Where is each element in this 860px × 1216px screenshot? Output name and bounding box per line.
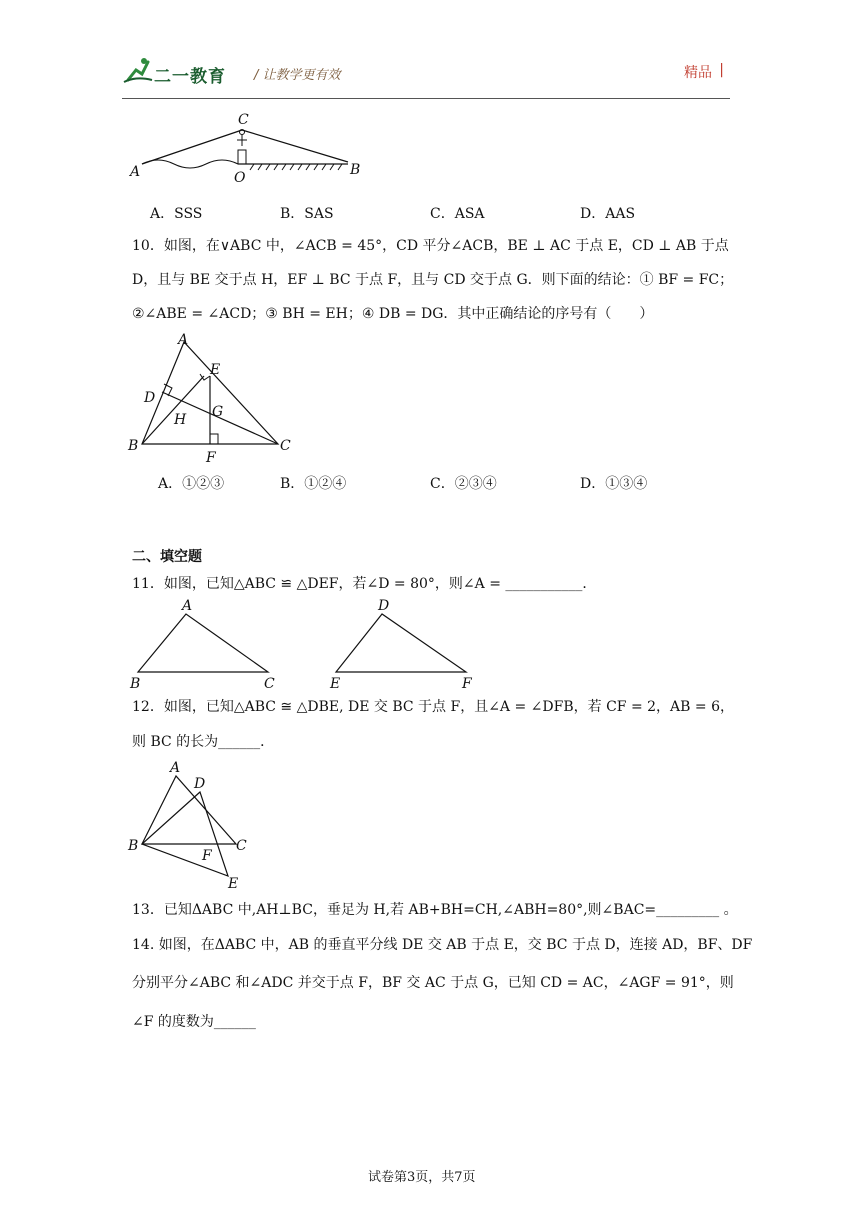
q9-label-o: O (234, 170, 246, 186)
q10-line3: ②∠ABE = ∠ACD；③ BH = EH；④ DB = DG．其中正确结论的序号有（ ） (132, 306, 654, 322)
q9-figure (128, 108, 368, 188)
q11-text: 11．如图，已知△ABC ≌ △DEF，若∠D = 80°，则∠A = ___________． (132, 576, 597, 592)
q9-option-c: C．ASA (430, 206, 485, 222)
q11-label-a: A (182, 598, 193, 614)
q10-label-b: B (128, 438, 139, 454)
q10-label-d: D (144, 390, 156, 406)
runner-logo-icon (122, 56, 154, 86)
q11-label-f: F (462, 676, 472, 692)
q12-label-d: D (194, 776, 206, 792)
q12-label-b: B (128, 838, 139, 854)
q12-figure (126, 754, 266, 892)
section-title: 二、填空题 (132, 549, 202, 565)
slogan: / 让教学更有效 (254, 68, 341, 83)
q12-line2: 则 BC 的长为______． (132, 734, 275, 750)
q9-label-c: C (238, 112, 249, 128)
q12-label-c: C (236, 838, 247, 854)
q11-label-e: E (330, 676, 341, 692)
q10-label-f: F (206, 450, 216, 466)
q10-label-c: C (280, 438, 291, 454)
q9-label-a: A (130, 164, 141, 180)
q14-line3: ∠F 的度数为______ (132, 1014, 256, 1030)
q11-label-d: D (378, 598, 390, 614)
q10-option-c: C．②③④ (430, 476, 497, 492)
q9-option-a: A．SSS (150, 206, 203, 222)
q11-figure (126, 596, 486, 692)
badge-divider: | (719, 62, 724, 78)
logo-text: 二一教育 (154, 67, 226, 87)
quality-badge: 精品 (684, 65, 712, 81)
q12-label-e: E (228, 876, 239, 892)
q10-option-d: D．①③④ (580, 476, 648, 492)
q14-line1: 14. 如图，在ΔABC 中，AB 的垂直平分线 DE 交 AB 于点 E，交 BC 于点 D，连接 AD，BF、DF (132, 937, 753, 953)
q10-figure (126, 330, 306, 466)
q12-line1: 12．如图，已知△ABC ≅ △DBE, DE 交 BC 于点 F，且∠A = ∠DFB，若 CF = 2，AB = 6， (132, 699, 734, 715)
q10-option-b: B．①②④ (280, 476, 347, 492)
page-footer: 试卷第3页，共7页 (368, 1170, 476, 1185)
q14-line2: 分别平分∠ABC 和∠ADC 并交于点 F，BF 交 AC 于点 G，已知 CD = AC，∠AGF = 91°，则 (132, 975, 734, 991)
q12-label-a: A (170, 760, 181, 776)
q9-option-b: B．SAS (280, 206, 334, 222)
q10-option-a: A．①②③ (158, 476, 225, 492)
q9-option-d: D．AAS (580, 206, 636, 222)
q10-label-a: A (178, 332, 189, 348)
q10-label-e: E (210, 362, 221, 378)
q11-label-b: B (130, 676, 141, 692)
q10-line1: 10．如图，在∨ABC 中，∠ACB = 45°，CD 平分∠ACB，BE ⊥ AC 于点 E，CD ⊥ AB 于点 (132, 238, 729, 254)
q10-label-h: H (174, 412, 187, 428)
q10-label-g: G (212, 404, 224, 420)
q13-text: 13．已知ΔABC 中,AH⊥BC，垂足为 H,若 AB+BH=CH,∠ABH=80°,则∠BAC=_________ 。 (132, 902, 738, 918)
q11-label-c: C (264, 676, 275, 692)
page-header (122, 52, 730, 99)
q10-line2: D，且与 BE 交于点 H，EF ⊥ BC 于点 F，且与 CD 交于点 G．则下面的结论：① BF = FC； (132, 272, 734, 288)
q12-label-f: F (202, 848, 212, 864)
q9-label-b: B (350, 162, 361, 178)
